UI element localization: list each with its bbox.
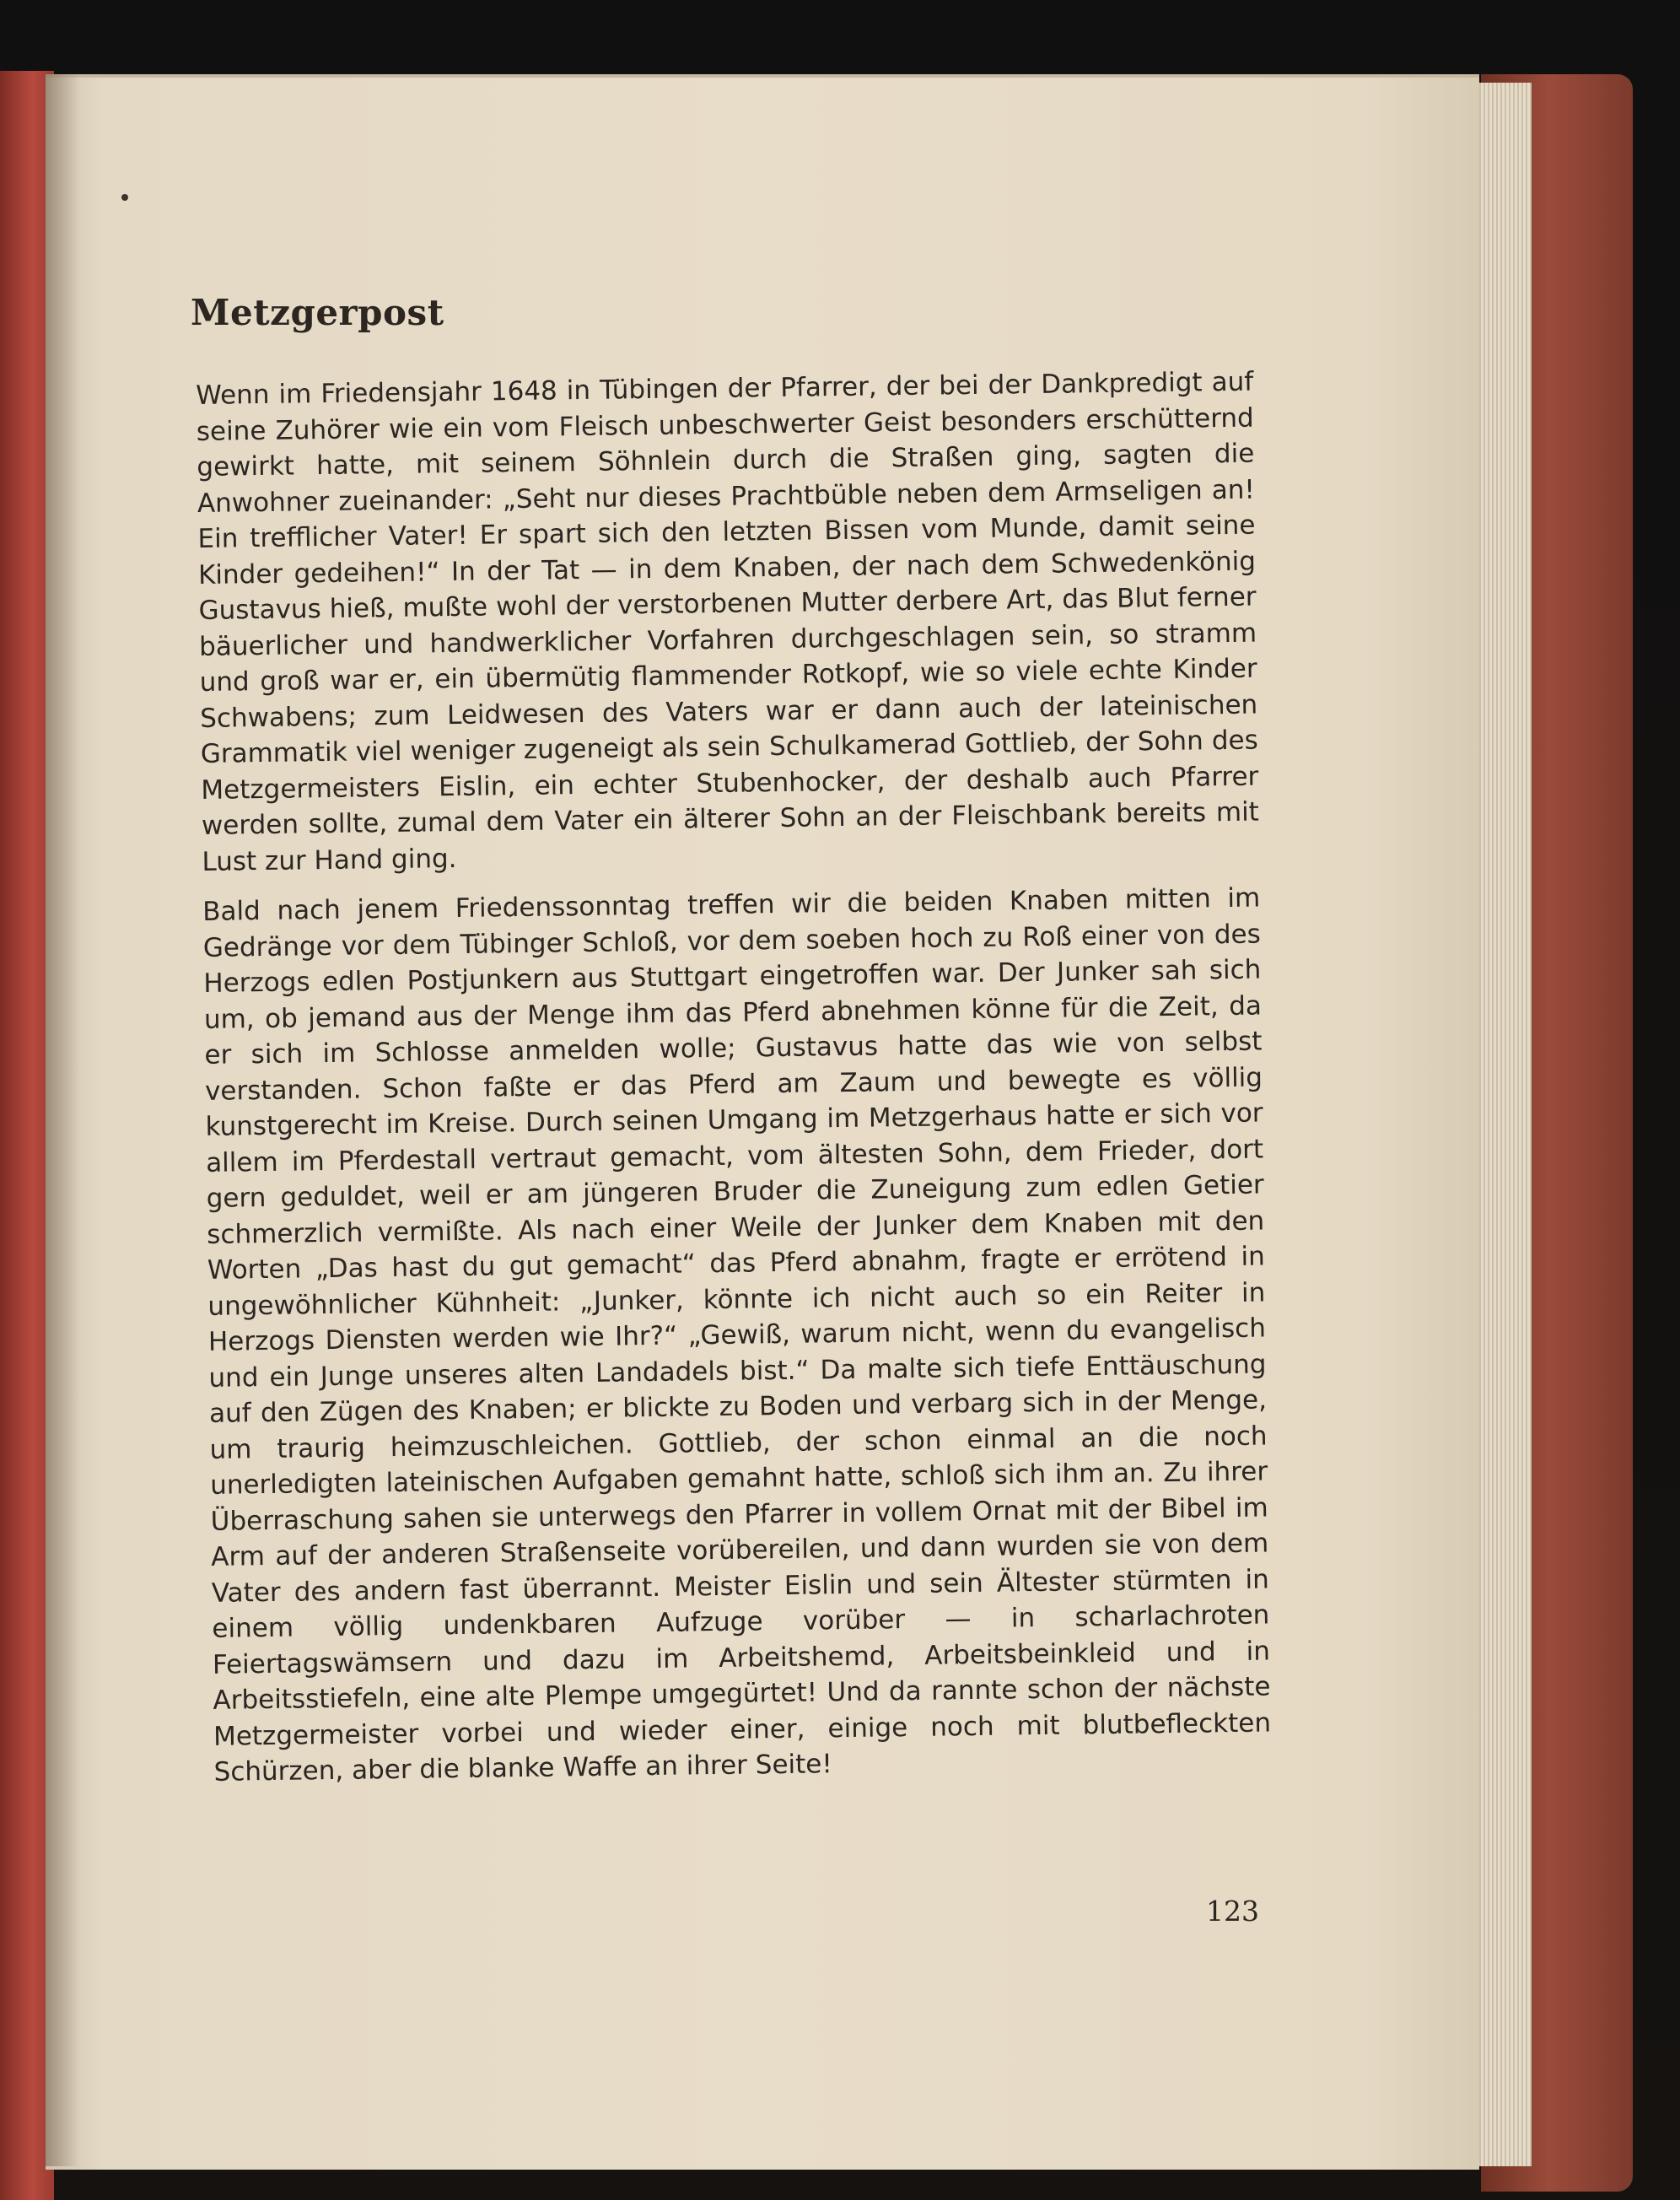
page-speck: [121, 194, 128, 201]
paragraph-1: Wenn im Friedensjahr 1648 in Tübingen der Pfarrer, der bei der Dankpredigt auf seine Zuhörer wie ein vom Fleisch unbeschwerter Geist besonders erschütternd gewirkt hatte, mit seinem Söhnlein durch die Straßen ging, sagten die Anwohner zueinander: „Seht nur dieses Prachtbüble neben dem Armseligen an! Ein trefflicher Vater! Er spart sich den letzten Bissen vom Munde, damit seine Kinder gedeihen!“ In der Tat — in dem Knaben, der nach dem Schwedenkönig Gustavus hieß, mußte wohl der verstorbenen Mutter derbere Art, das Blut ferner bäuerlicher und handwerklicher Vorfahren durchgeschlagen sein, so stramm und groß war er, ein übermütig flammender Rotkopf, wie so viele echte Kinder Schwabens; zum Leidwesen des Vaters war er dann auch der lateinischen Grammatik viel weniger zugeneigt als sein Schulkamerad Gottlieb, der Sohn des Metzgermeisters Eislin, ein echter Stubenhocker, der deshalb auch Pfarrer werden sollte, zumal dem Vater ein älterer Sohn an der Fleischbank bereits mit Lust zur Hand ging.: [196, 366, 1260, 877]
page-number: 123: [1206, 1895, 1259, 1928]
body-text: [196, 364, 1272, 1791]
gutter-shadow: [46, 74, 79, 2166]
paragraph-2: Bald nach jenem Friedenssonntag treffen wir die beiden Knaben mitten im Gedränge vor dem Tübinger Schloß, vor dem soeben hoch zu Roß einer von des Herzogs edlen Postjunkern aus Stuttgart eingetroffen war. Der Junker sah sich um, ob jemand aus der Menge ihm das Pferd abnehmen könne für die Zeit, da er sich im Schlosse anmelden wolle; Gustavus hatte das wie von selbst verstanden. Schon faßte er das Pferd am Zaum und bewegte es völlig kunstgerecht im Kreise. Durch seinen Umgang im Metzgerhaus hatte er sich vor allem im Pferdestall vertraut gemacht, vom ältesten Sohn, dem Frieder, dort gern geduldet, weil er am jüngeren Bruder die Zuneigung zum edlen Getier schmerzlich vermißte. Als nach einer Weile der Junker dem Knaben mit den Worten „Das hast du gut gemacht“ das Pferd abnahm, fragte er errötend in ungewöhnlicher Kühnheit: „Junker, könnte ich nicht auch so ein Reiter in Herzogs Diensten werden wie Ihr?“ „Gewiß, warum nicht, wenn du evangelisch und ein Junge unseres alten Landadels bist.“ Da malte sich tiefe Enttäuschung auf den Zügen des Knaben; er blickte zu Boden und verbarg sich in der Menge, um traurig heimzuschleichen. Gottlieb, der schon einmal an die noch unerledigten lateinischen Aufgaben gemahnt hatte, schloß sich ihm an. Zu ihrer Überraschung sahen sie unterwegs den Pfarrer in vollem Ornat mit der Bibel im Arm auf der anderen Straßenseite vorübereilen, und dann wurden sie von dem Vater des andern fast überrannt. Meister Eislin und sein Ältester stürmten in einem völlig undenkbaren Aufzuge vorüber — in scharlachroten Feiertagswämsern und dazu im Arbeitshemd, Arbeitsbeinkleid und in Arbeitsstiefeln, eine alte Plempe umgegürtet! Und da rannte schon der nächste Metzgermeister vorbei und wieder einer, einige noch mit blutbefleckten Schürzen, aber die blanke Waffe an ihrer Seite!: [202, 882, 1272, 1788]
chapter-title: Metzgerpost: [191, 292, 444, 333]
